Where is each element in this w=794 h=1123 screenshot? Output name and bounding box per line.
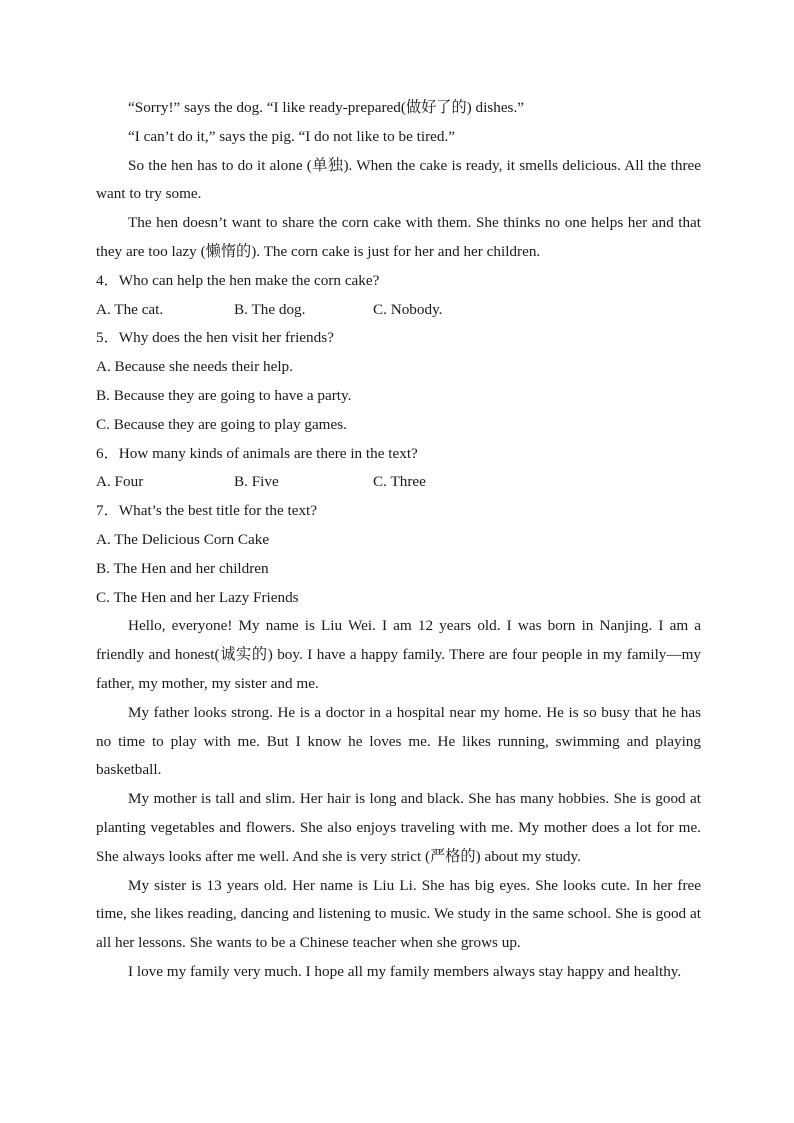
page-content [96,94,701,987]
question-6-options [96,468,701,497]
question-4-option-b: B. The dog. [234,300,306,318]
story1-paragraph-1: “Sorry!” says the dog. “I like ready-prepared(做好了的) dishes.” [128,99,525,116]
question-4-stem: 4．Who can help the hen make the corn cake? [96,271,380,289]
question-4-option-c: C. Nobody. [373,300,443,318]
question-6-option-c: C. Three [373,473,426,491]
question-6-option-b: B. Five [234,473,279,491]
story1-paragraph-2: “I can’t do it,” says the pig. “I do not like to be tired.” [128,127,455,145]
question-5-option-c: C. Because they are going to play games. [96,415,347,433]
question-4-option-a: A. The cat. [96,300,164,318]
question-7-stem: 7．What’s the best title for the text? [96,502,317,520]
question-7-option-a: A. The Delicious Corn Cake [96,530,270,548]
question-5-option-b: B. Because they are going to have a party. [96,386,352,404]
question-5-stem: 5．Why does the hen visit her friends? [96,329,334,347]
story1-paragraph-4: The hen doesn’t want to share the corn cake with them. She thinks no one helps her and that they are too lazy (懒惰的). The corn cake is just for her and her children. [96,214,701,260]
question-7-option-b: B. The Hen and her children [96,559,269,577]
story2-paragraph-2: My father looks strong. He is a doctor in a hospital near my home. He is so busy that he has no time to play with me. But I know he loves me. He likes running, swimming and playing basketball. [96,703,701,779]
question-6-option-a: A. Four [96,473,144,491]
question-4-options [96,296,701,325]
story2-paragraph-1: Hello, everyone! My name is Liu Wei. I am 12 years old. I was born in Nanjing. I am a friendly and honest(诚实的) boy. I have a happy family. There are four people in my family—my father, my mother, my sister and me. [96,617,701,692]
story1-paragraph-3: So the hen has to do it alone (单独). When the cake is ready, it smells delicious. All the three want to try some. [96,156,701,203]
question-6-stem: 6．How many kinds of animals are there in the text? [96,444,418,462]
question-7-option-c: C. The Hen and her Lazy Friends [96,588,299,606]
story2-paragraph-3: My mother is tall and slim. Her hair is long and black. She has many hobbies. She is good at planting vegetables and flowers. She also enjoys traveling with me. My mother does a lot for me. She always looks after me well. And she is very strict (严格的) about my study. [96,790,701,865]
story2-paragraph-4: My sister is 13 years old. Her name is Liu Li. She has big eyes. She looks cute. In her free time, she likes reading, dancing and listening to music. We study in the same school. She is good at all her lessons. She wants to be a Chinese teacher when she grows up. [96,876,701,952]
story2-paragraph-5: I love my family very much. I hope all my family members always stay happy and healthy. [128,962,682,980]
question-5-option-a: A. Because she needs their help. [96,358,293,376]
